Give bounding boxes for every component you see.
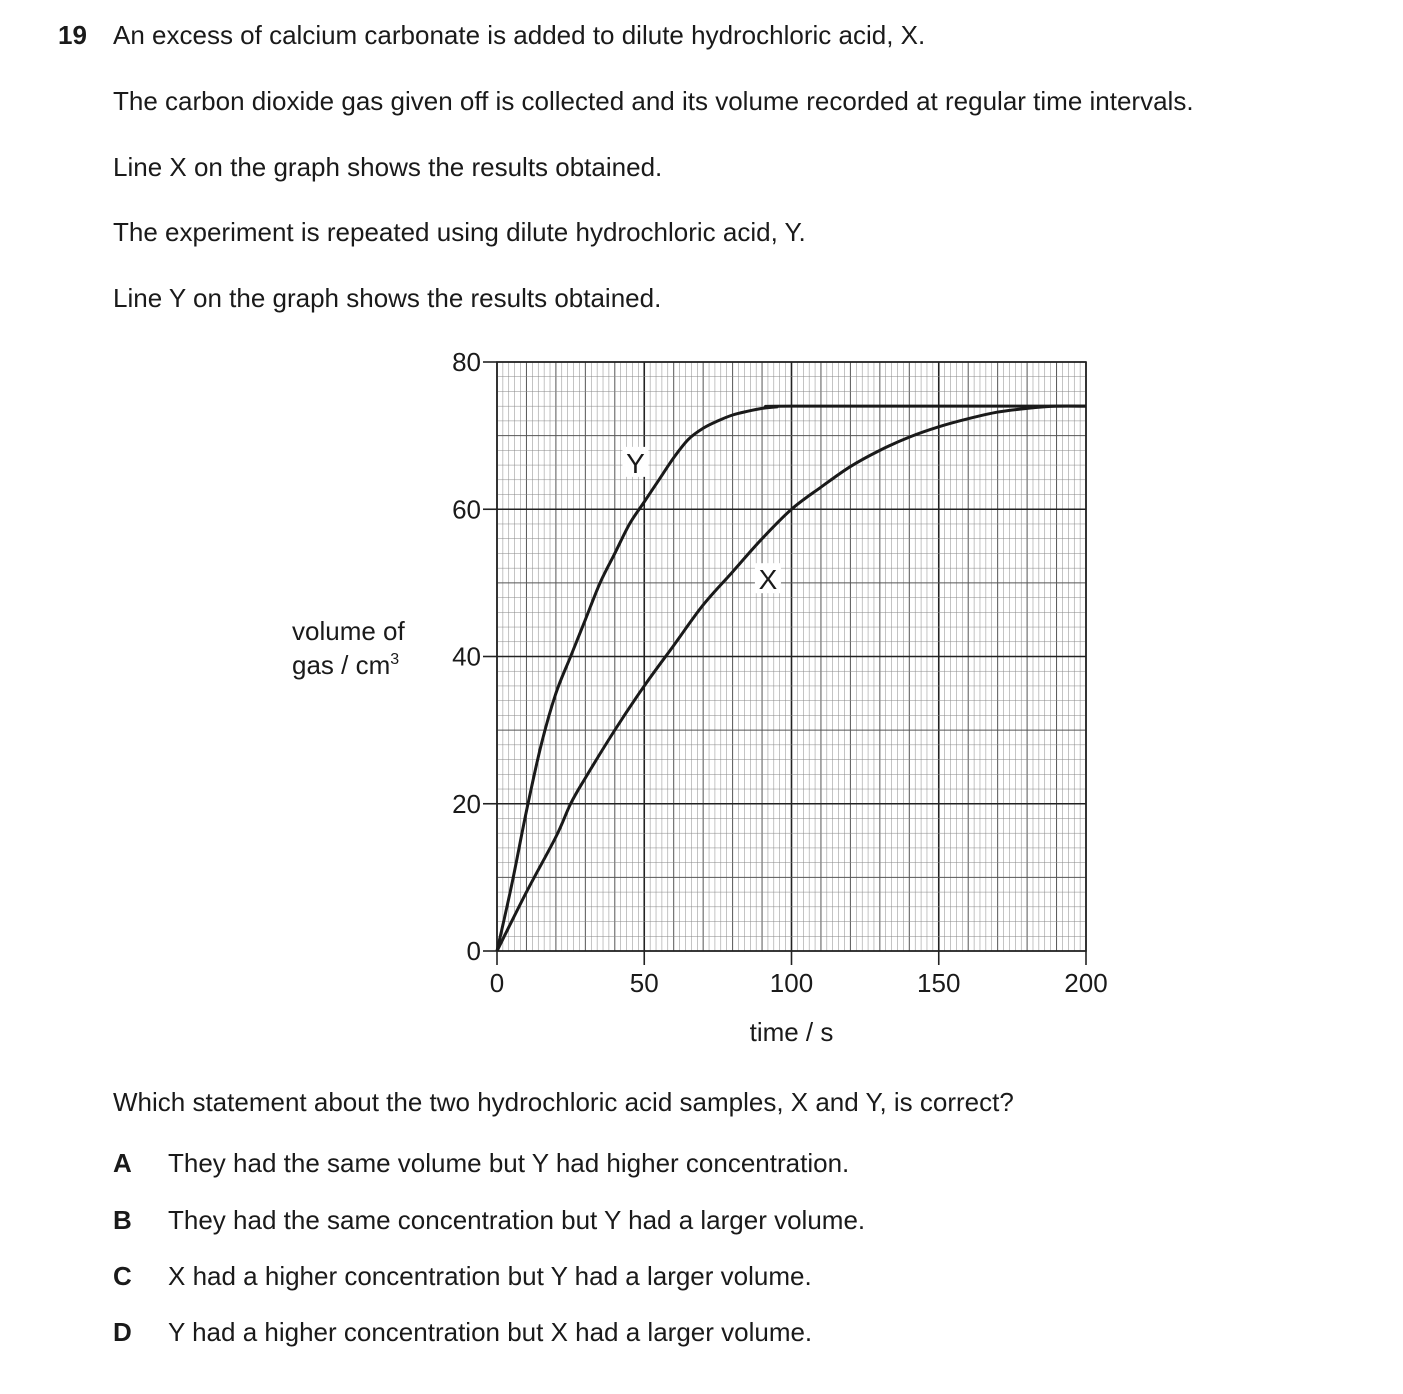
option-c-letter: C	[113, 1261, 132, 1291]
x-tick-label: 200	[1064, 968, 1108, 998]
y-tick-label: 60	[452, 494, 481, 525]
option-a-letter: A	[113, 1148, 132, 1178]
option-d-letter: D	[113, 1317, 132, 1347]
y-tick-label: 40	[452, 641, 481, 672]
option-a-text: They had the same volume but Y had higher concentration.	[168, 1148, 850, 1178]
question-number: 19	[58, 20, 87, 50]
x-tick-label: 50	[629, 968, 659, 998]
option-c-text: X had a higher concentration but Y had a larger volume.	[168, 1261, 812, 1291]
stem-line-4: The experiment is repeated using dilute hydrochloric acid, Y.	[113, 217, 806, 247]
x-tick-label: 0	[489, 968, 505, 998]
y-axis-label-superscript: 3	[390, 651, 400, 668]
stem-line-3: Line X on the graph shows the results obtained.	[113, 152, 663, 182]
y-tick-label: 80	[452, 347, 481, 377]
y-tick-label: 20	[452, 788, 481, 819]
series-label-y: Y	[626, 447, 645, 479]
y-tick-label: 0	[466, 936, 481, 966]
y-axis-label-line1: volume of	[292, 616, 405, 646]
stem-line-2: The carbon dioxide gas given off is collected and its volume recorded at regular time intervals.	[113, 86, 1194, 116]
x-axis-label: time / s	[749, 1017, 834, 1047]
option-b-text: They had the same concentration but Y had a larger volume.	[168, 1205, 866, 1235]
y-axis-label-text: gas / cm	[292, 650, 391, 680]
stem-line-5: Line Y on the graph shows the results obtained.	[113, 283, 662, 313]
series-label-x: X	[758, 564, 778, 596]
x-tick-label: 100	[769, 968, 814, 998]
x-tick-label: 150	[917, 968, 961, 998]
question-prompt: Which statement about the two hydrochloric acid samples, X and Y, is correct?	[113, 1087, 1014, 1117]
option-b-letter: B	[113, 1205, 132, 1235]
stem-line-1: An excess of calcium carbonate is added to dilute hydrochloric acid, X.	[113, 20, 926, 50]
option-d-text: Y had a higher concentration but X had a larger volume.	[168, 1317, 813, 1347]
